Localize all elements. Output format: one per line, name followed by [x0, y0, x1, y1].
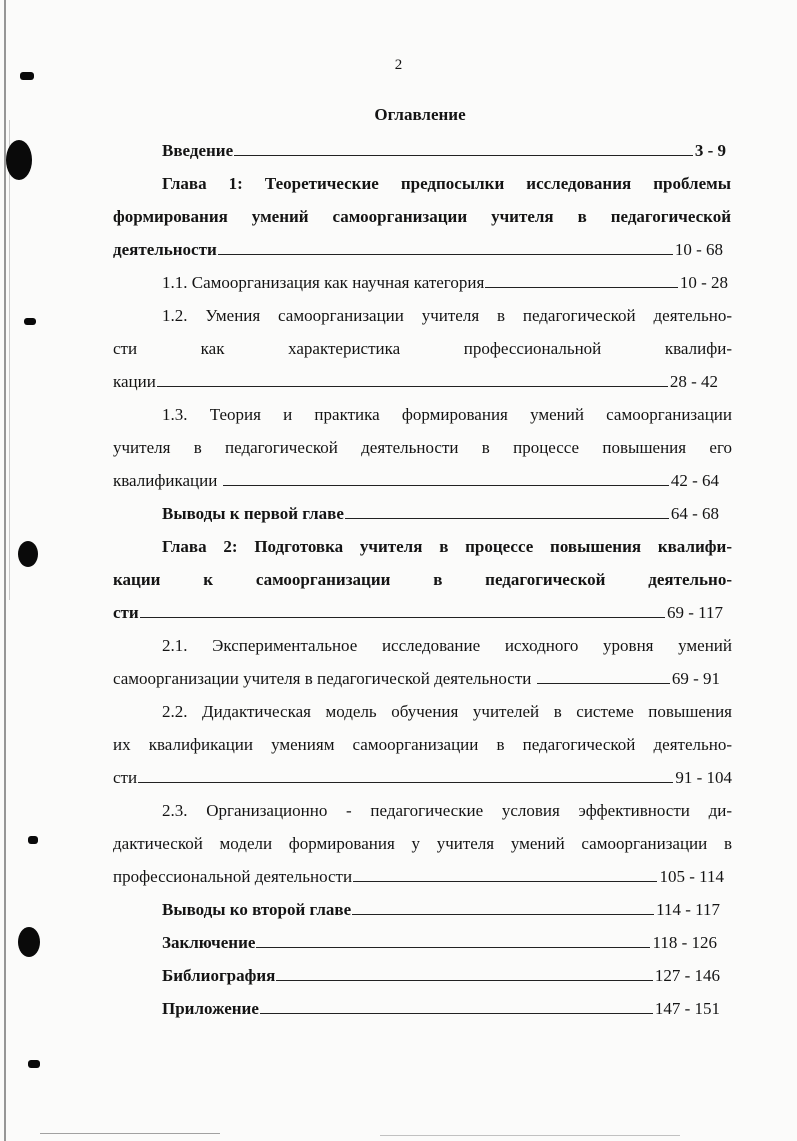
toc-entry: [113, 240, 723, 260]
toc-entry-pages: 69 - 117: [666, 603, 723, 622]
toc-entry-text: деятельности: [113, 240, 217, 259]
toc-entry: [113, 867, 724, 887]
toc-entry: [162, 636, 732, 656]
toc-entry: [113, 207, 731, 227]
toc-entry: [162, 174, 731, 194]
toc-entry: [113, 834, 732, 854]
toc-entry-label: Выводы ко второй главе: [162, 900, 352, 919]
leader-line: [138, 770, 673, 783]
toc-entry-text: кации к самоорганизации в педагогической деятельно-: [113, 570, 732, 589]
punch-hole: [6, 140, 32, 180]
toc-entry: [113, 438, 732, 458]
toc-entry: [113, 768, 732, 788]
toc-entry: [113, 339, 732, 359]
toc-entry-pages: 69 - 91: [671, 669, 720, 688]
toc-entry-text: формирования умений самоорганизации учителя в педагогической: [113, 207, 731, 226]
toc-entry-text: 1.2. Умения самоорганизации учителя в педагогической деятельно-: [162, 306, 732, 325]
leader-line: [353, 869, 657, 882]
toc-entry-text: сти: [113, 603, 139, 622]
toc-entry-label: Приложение: [162, 999, 259, 1018]
toc-entry-text: 2.3. Организационно - педагогические условия эффективности ди-: [162, 801, 732, 820]
leader-line: [223, 473, 669, 486]
toc-entry: [162, 306, 732, 326]
toc-entry-text: кации: [113, 372, 156, 391]
toc-entry-text: дактической модели формирования у учителя умений самоорганизации в: [113, 834, 732, 853]
scan-edge: [9, 120, 10, 600]
toc-entry: [162, 537, 732, 557]
scan-mark: [28, 836, 38, 844]
punch-hole: [18, 927, 40, 957]
toc-entry: [113, 570, 732, 590]
page-title: Оглавление: [374, 105, 466, 124]
toc-entry: [162, 900, 720, 920]
toc-entry: [162, 933, 717, 953]
toc-entry-pages: 118 - 126: [652, 933, 717, 952]
toc-entry-text: Глава 2: Подготовка учителя в процессе повышения квалифи-: [162, 537, 732, 556]
toc-entry: [162, 504, 719, 524]
toc-entry-label: Заключение: [162, 933, 256, 952]
punch-hole: [18, 541, 38, 567]
toc-entry: [162, 999, 720, 1019]
scan-edge: [40, 1133, 220, 1134]
toc-entry-text: профессиональной деятельности: [113, 867, 353, 886]
scan-edge: [4, 0, 6, 1141]
toc-entry-label: Выводы к первой главе: [162, 504, 344, 523]
leader-line: [218, 242, 673, 255]
toc-entry: [113, 735, 732, 755]
toc-entry: [162, 702, 732, 722]
toc-entry-pages: 10 - 28: [679, 273, 728, 292]
toc-entry-pages: 114 - 117: [656, 900, 720, 919]
toc-entry-text: квалификации: [113, 471, 218, 490]
toc-entry: [162, 273, 728, 293]
toc-entry-pages: 28 - 42: [669, 372, 718, 391]
toc-entry: [162, 801, 732, 821]
scan-mark: [28, 1060, 40, 1068]
toc-entry-text: учителя в педагогической деятельности в процессе повышения его: [113, 438, 732, 457]
toc-entry-text: 1.1. Самоорганизация как научная категория: [162, 273, 485, 292]
leader-line: [276, 968, 652, 981]
toc-entry-pages: 105 - 114: [659, 867, 724, 886]
toc-entry: [113, 603, 723, 623]
toc-entry-pages: 91 - 104: [675, 768, 732, 787]
toc-entry: [162, 141, 726, 161]
toc-entry-text: сти как характеристика профессиональной квалифи-: [113, 339, 732, 358]
scan-edge: [380, 1135, 680, 1136]
page-number: 2: [394, 57, 403, 73]
toc-entry-label: Библиография: [162, 966, 276, 985]
toc-entry-pages: 147 - 151: [654, 999, 720, 1018]
scan-mark: [24, 318, 36, 325]
leader-line: [256, 935, 650, 948]
toc-entry: [113, 471, 719, 491]
toc-entry-pages: 3 - 9: [694, 141, 726, 160]
toc-entry-text: самоорганизации учителя в педагогической деятельности: [113, 669, 532, 688]
toc-entry: [162, 966, 720, 986]
toc-entry-text: сти: [113, 768, 138, 787]
toc-entry: [113, 669, 720, 689]
leader-line: [260, 1001, 653, 1014]
leader-line: [537, 671, 669, 684]
leader-line: [485, 275, 678, 288]
leader-line: [345, 506, 669, 519]
toc-entry-text: 2.1. Экспериментальное исследование исходного уровня умений: [162, 636, 732, 655]
toc-entry-text: Глава 1: Теоретические предпосылки исследования проблемы: [162, 174, 731, 193]
toc-entry-pages: 127 - 146: [654, 966, 720, 985]
toc-entry-pages: 64 - 68: [670, 504, 719, 523]
leader-line: [140, 605, 665, 618]
leader-line: [234, 143, 693, 156]
toc-entry: [162, 405, 732, 425]
toc-entry-label: Введение: [162, 141, 234, 160]
leader-line: [352, 902, 654, 915]
toc-entry-text: 2.2. Дидактическая модель обучения учителей в системе повышения: [162, 702, 732, 721]
toc-entry: [113, 372, 718, 392]
toc-entry-text: 1.3. Теория и практика формирования умений самоорганизации: [162, 405, 732, 424]
toc-entry-pages: 42 - 64: [670, 471, 719, 490]
toc-entry-text: их квалификации умениям самоорганизации в педагогической деятельно-: [113, 735, 732, 754]
toc-entry-pages: 10 - 68: [674, 240, 723, 259]
leader-line: [157, 374, 668, 387]
